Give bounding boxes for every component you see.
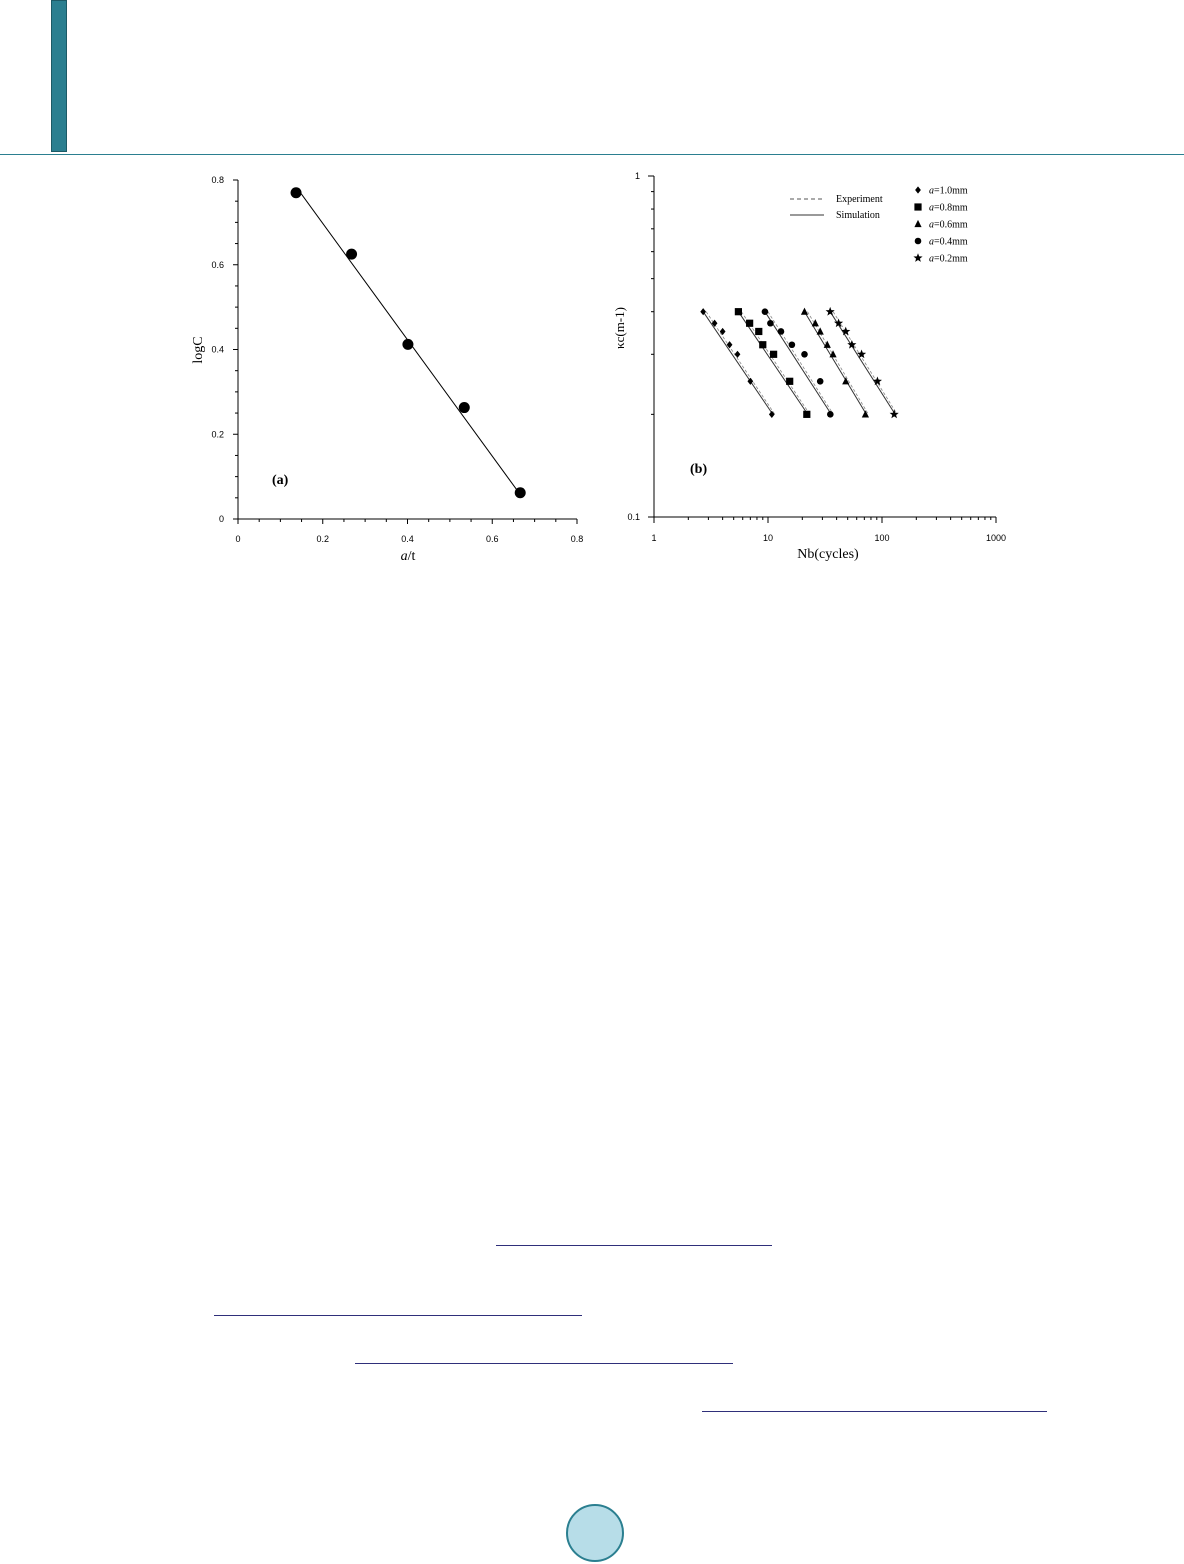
chart-b-point-square [755, 328, 762, 335]
chart-a-x-tick-label: 0.6 [485, 534, 499, 544]
chart-b-simulation-line [765, 312, 831, 415]
chart-a-x-tick-label: 0.8 [570, 534, 584, 544]
chart-b-point-triangle [817, 327, 824, 334]
chart-a-y-tick-label: 0.6 [211, 259, 224, 270]
chart-b-point-circle [817, 378, 824, 385]
chart-b-point-triangle [801, 308, 808, 315]
chart-b-point-square [735, 308, 742, 315]
chart-a-tick-labels [211, 175, 583, 544]
reference-link-1[interactable] [496, 1245, 772, 1246]
chart-a-y-tick-label: 0.2 [211, 429, 224, 440]
chart-a-point [291, 187, 302, 198]
chart-a-y-tick-label: 0.4 [211, 344, 224, 355]
chart-b-curvature-vs-cycles [610, 160, 1030, 570]
chart-b-simulation-line [830, 312, 895, 415]
page-number-badge [566, 1504, 624, 1562]
chart-b-point-circle [767, 320, 774, 327]
chart-b-point-square [803, 411, 810, 418]
chart-b-point-diamond [769, 411, 775, 418]
reference-link-3[interactable] [355, 1363, 733, 1364]
chart-b-experiment-line [807, 312, 868, 415]
chart-b-point-triangle [862, 410, 869, 417]
chart-b-experiment-line [706, 312, 775, 415]
legend-experiment-label: Experiment [836, 194, 883, 205]
chart-b-line-legend [790, 194, 883, 221]
chart-b-point-triangle [824, 341, 831, 348]
legend-marker-square [914, 203, 921, 210]
chart-b-point-diamond [735, 351, 741, 358]
chart-a-point [459, 402, 470, 413]
chart-b-point-circle [801, 351, 808, 358]
chart-b-experiment-line [741, 312, 809, 415]
chart-a-logc-vs-a-t [180, 168, 600, 568]
legend-marker-triangle [914, 220, 921, 227]
chart-a-y-tick-label: 0 [218, 514, 224, 524]
legend-series-label: a=0.8mm [929, 202, 968, 214]
legend-series-label: a=0.2mm [929, 253, 968, 265]
legend-marker-star [913, 253, 922, 262]
chart-b-y-tick-label: 0.1 [627, 512, 640, 522]
chart-b-x-tick-label: 1000 [985, 533, 1007, 543]
chart-b-point-square [786, 378, 793, 385]
chart-a-panel-label: (a) [272, 473, 289, 488]
chart-a-y-axis-title: logC [191, 336, 206, 364]
reference-link-4[interactable] [702, 1411, 1047, 1412]
chart-b-point-square [770, 351, 777, 358]
chart-b-experiment-line [768, 312, 833, 415]
chart-b-point-circle [789, 341, 796, 348]
chart-a-x-tick-label: 0 [235, 534, 241, 544]
chart-b-experiment-line [833, 312, 897, 415]
chart-b-x-tick-label: 100 [874, 533, 890, 543]
chart-b-x-tick-label: 1 [651, 533, 657, 543]
legend-series-label: a=0.6mm [929, 219, 968, 231]
chart-b-series-legend [913, 186, 967, 265]
chart-b-point-star [826, 307, 835, 316]
chart-b-point-square [746, 320, 753, 327]
legend-marker-diamond [915, 186, 921, 193]
chart-a-x-axis-title: a/t [400, 549, 416, 564]
chart-b-simulation-line [804, 312, 866, 415]
header-rule [0, 154, 1184, 155]
chart-b-point-circle [762, 308, 769, 315]
reference-link-2[interactable] [214, 1315, 582, 1316]
chart-b-point-circle [778, 328, 785, 335]
chart-b-y-axis-title: κc(m-1) [612, 307, 627, 349]
chart-b-point-star [841, 327, 850, 336]
chart-b-series-lines [703, 312, 897, 415]
journal-header-bar [51, 0, 67, 152]
legend-simulation-label: Simulation [836, 210, 880, 221]
legend-series-label: a=0.4mm [929, 236, 968, 248]
chart-b-point-star [890, 410, 899, 419]
legend-marker-circle [915, 238, 922, 245]
chart-b-simulation-line [703, 312, 773, 415]
chart-a-y-tick-label: 0.8 [211, 175, 224, 185]
chart-b-point-circle [827, 411, 834, 418]
chart-b-x-tick-label: 10 [762, 533, 774, 543]
chart-a-point [346, 249, 357, 260]
chart-a-point [402, 339, 413, 350]
chart-b-point-square [759, 341, 766, 348]
chart-b-x-axis-title: Nb(cycles) [797, 547, 859, 562]
chart-a-point [515, 487, 526, 498]
chart-b-panel-label: (b) [690, 462, 708, 477]
chart-a-points [291, 187, 526, 498]
chart-a-x-tick-label: 0.4 [401, 534, 414, 544]
legend-series-label: a=1.0mm [929, 185, 968, 197]
chart-b-y-tick-label: 1 [634, 171, 640, 181]
chart-a-x-tick-label: 0.2 [316, 534, 330, 544]
chart-b-simulation-line [738, 312, 807, 415]
